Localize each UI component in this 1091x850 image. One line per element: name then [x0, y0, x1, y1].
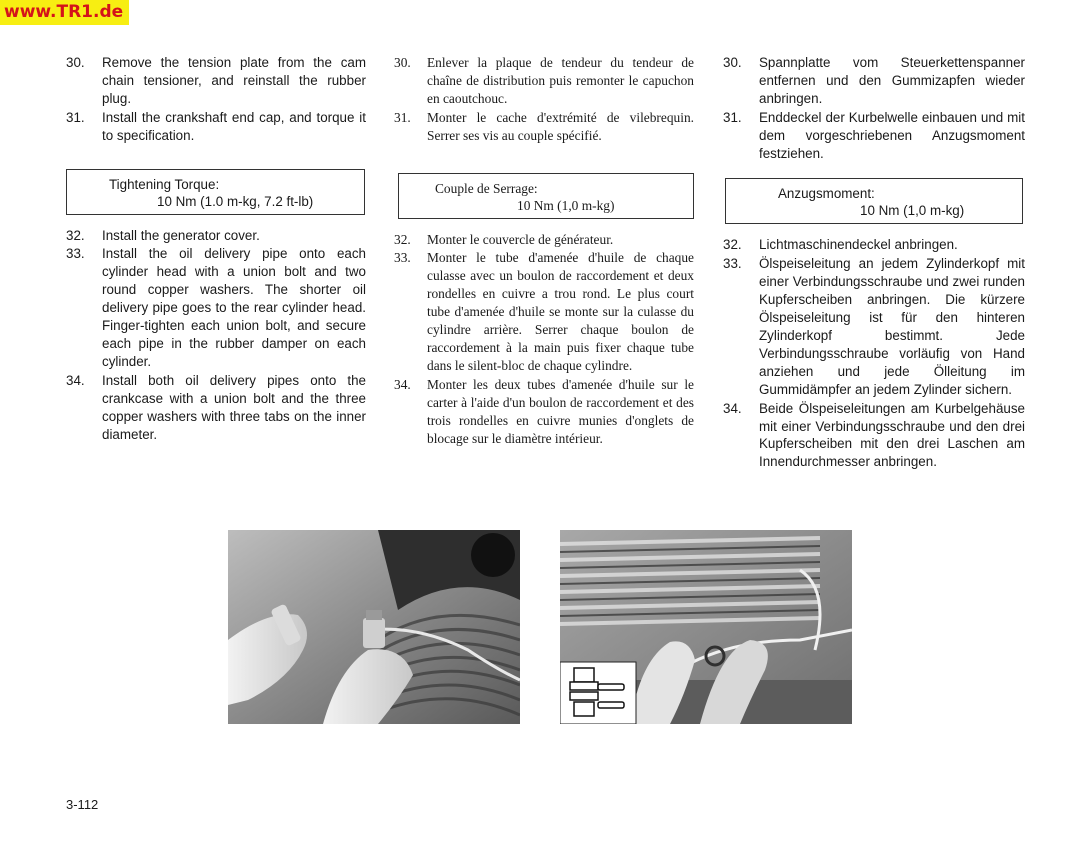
- torque-label-fr: Couple de Serrage:: [435, 180, 538, 196]
- french-column: [394, 54, 694, 448]
- step-33-fr: 33. Monter le tube d'amenée d'huile de chaque culasse avec un boulon de raccordement et deux rondelles en cuivre a trou rond. Le plus court tube d'amenée d'huile se monte sur la culasse du cylindre arrière. Serrer chaque boulon de raccordement à la main puis fixer chaque tube dans le silent-bloc de chaque cylindre.: [394, 250, 694, 373]
- torque-value-en: 10 Nm (1.0 m-kg, 7.2 ft-lb): [157, 193, 314, 209]
- step-34-fr: 34. Monter les deux tubes d'amenée d'huile sur le carter à l'aide d'un boulon de raccordement et des trois rondelles en cuivre munies d'onglets de blocage sur le diamètre intérieur.: [394, 376, 694, 446]
- torque-value-fr: 10 Nm (1,0 m-kg): [517, 197, 615, 213]
- step-31-fr: 31. Monter le cache d'extrémité de vilebrequin. Serrer ses vis au couple spécifié.: [394, 109, 694, 143]
- english-column: [66, 54, 366, 444]
- torque-value-de: 10 Nm (1,0 m-kg): [860, 203, 965, 219]
- torque-box-fr: [398, 173, 694, 219]
- page-number: 3-112: [66, 797, 99, 812]
- step-33-de: 33. Ölspeiseleitung an jedem Zylinderkopf mit einer Verbindungsschraube und zwei runden Kupferscheiben anbringen. Die kürzere Ölspeiseleitung ist für den hinteren Zylinderkopf bestimmt. Jede Verbindungsschraube vorläufig von Hand anziehen und jede Ölleitung im Gummidämpfer an jedem Zylinder sichern.: [723, 256, 1025, 397]
- step-30-en: 30. Remove the tension plate from the cam chain tensioner, and reinstall the rubber plug.: [66, 55, 366, 106]
- step-32-en: 32. Install the generator cover.: [66, 227, 260, 243]
- step-31-de: 31. Enddeckel der Kurbelwelle einbauen und mit dem vorgeschriebenen Anzugsmoment festziehen.: [723, 109, 1025, 161]
- german-column: [723, 54, 1025, 472]
- step-30-de: 30. Spannplatte vom Steuerkettenspanner entfernen und den Gummizapfen wieder anbringen.: [723, 55, 1025, 106]
- step-34-en: 34. Install both oil delivery pipes onto the crankcase with a union bolt and the three copper washers with three tabs on the inner diameter.: [66, 372, 366, 442]
- step-30-fr: 30. Enlever la plaque de tendeur du tendeur de chaîne de distribution puis remonter le capuchon en caoutchouc.: [394, 55, 694, 106]
- step-31-en: 31. Install the crankshaft end cap, and torque it to specification.: [66, 109, 366, 143]
- torque-label-en: Tightening Torque:: [109, 176, 220, 192]
- watermark-badge: www.TR1.de: [0, 0, 129, 25]
- engine-photo-1-graphic: [228, 530, 520, 724]
- torque-box-en: [66, 169, 365, 215]
- step-34-de: 34. Beide Ölspeiseleitungen am Kurbelgehäuse mit einer Verbindungsschraube und den drei Kupferscheiben mit den drei Laschen am Innendurchmesser anbringen.: [723, 400, 1025, 470]
- step-33-en: 33. Install the oil delivery pipe onto each cylinder head with a union bolt and two round copper washers. The shorter oil delivery pipe goes to the rear cylinder head. Finger-tighten each union bolt, and secure each pipe in the rubber damper on each cylinder.: [66, 246, 366, 369]
- photo-crankcase-union-bolt: [560, 530, 852, 724]
- engine-photo-2-graphic: [560, 530, 852, 724]
- step-32-de: 32. Lichtmaschinendeckel anbringen.: [723, 237, 958, 253]
- photo-cylinder-head-union-bolt: [228, 530, 520, 724]
- torque-label-de: Anzugsmoment:: [778, 186, 875, 202]
- step-32-fr: 32. Monter le couvercle de générateur.: [394, 231, 614, 247]
- torque-box-de: [725, 178, 1023, 224]
